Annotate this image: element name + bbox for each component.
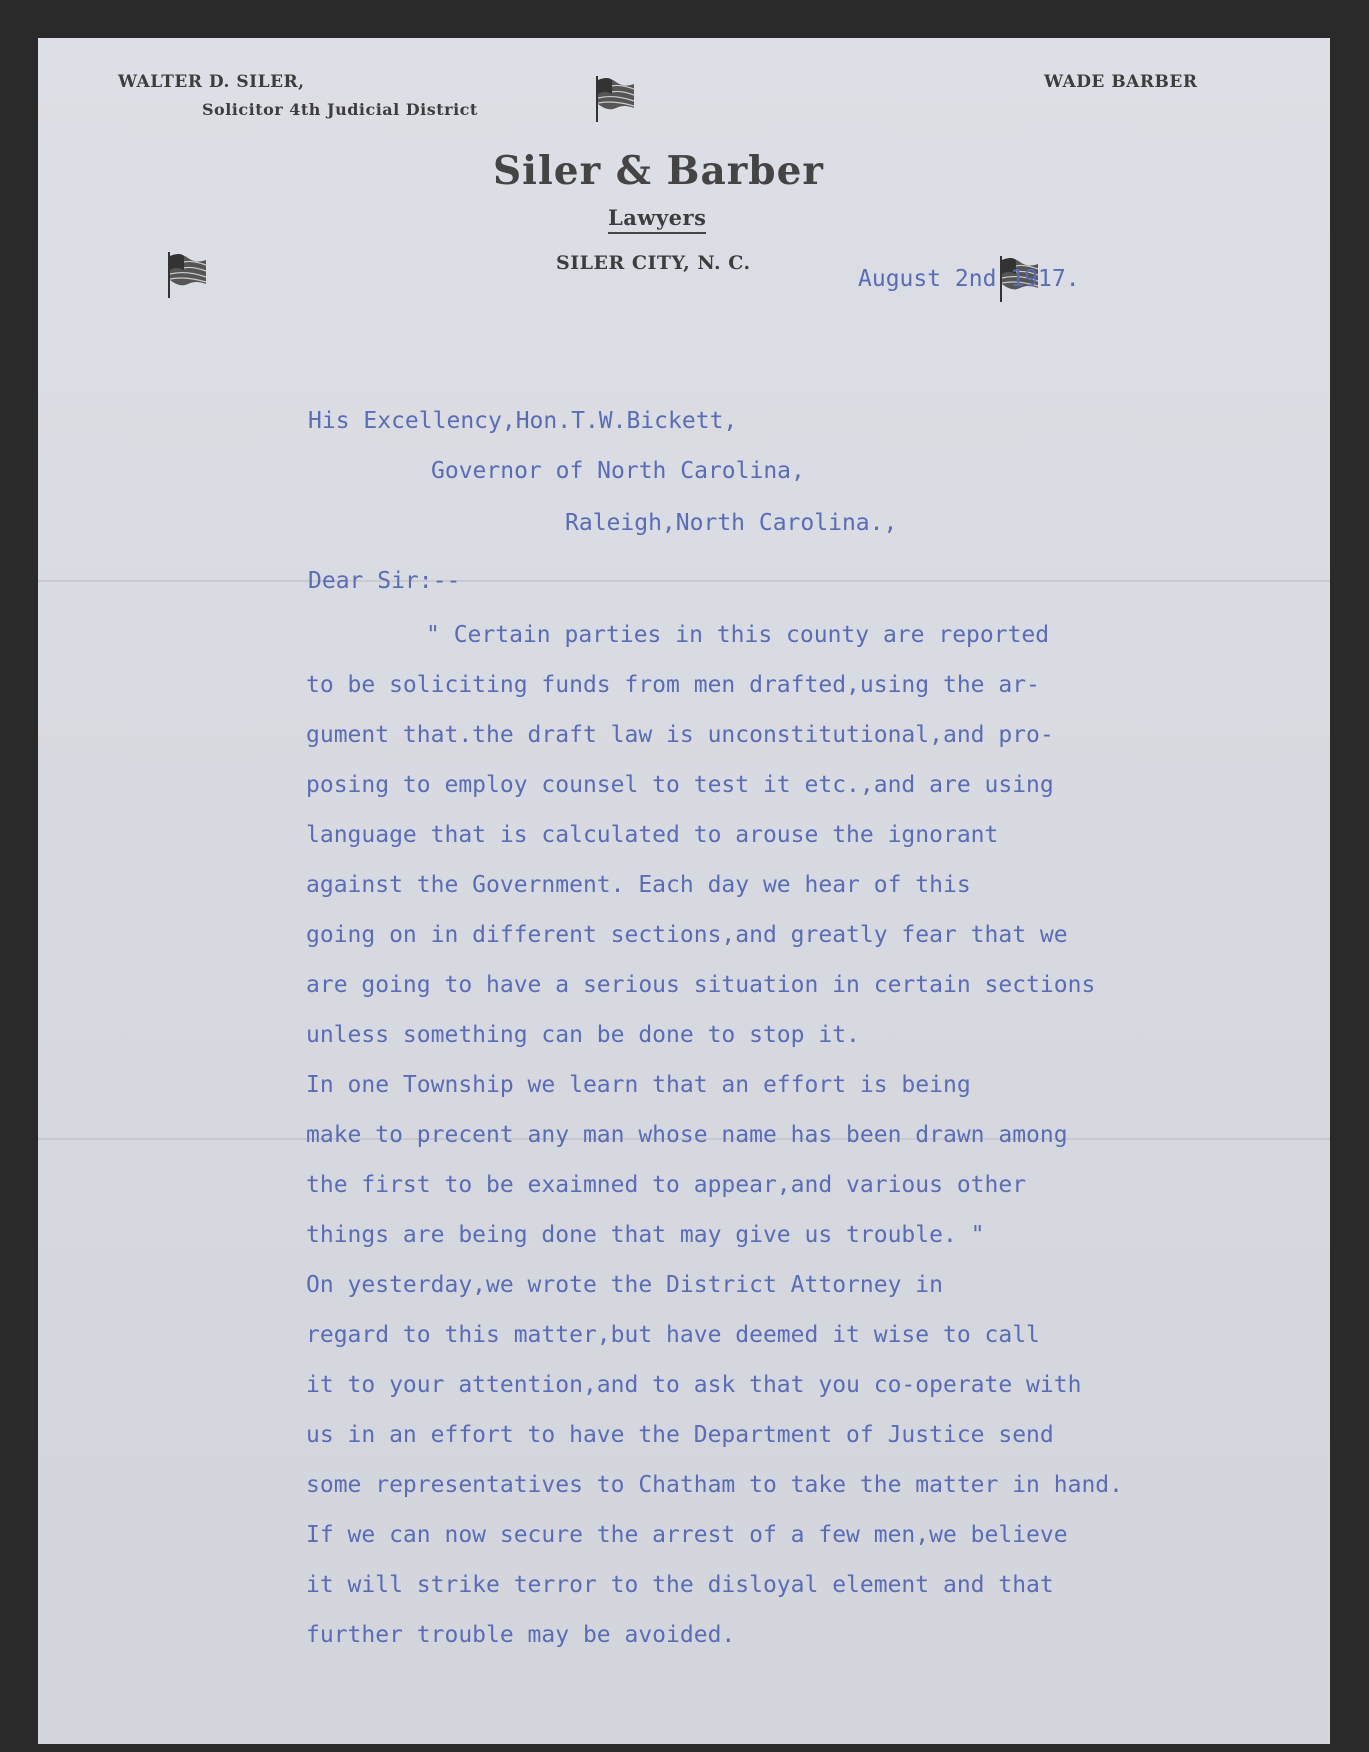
body-line: us in an effort to have the Department of Justice send xyxy=(306,1422,1054,1448)
body-line: it to your attention,and to ask that you co-operate with xyxy=(306,1372,1082,1398)
partner-name-left: WALTER D. SILER, xyxy=(118,72,305,92)
letter-date: August 2nd 1917. xyxy=(858,266,1080,292)
body-line: some representatives to Chatham to take the matter in hand. xyxy=(306,1472,1123,1498)
flag-icon xyxy=(594,74,638,124)
body-line: things are being done that may give us trouble. " xyxy=(306,1222,985,1248)
body-line: gument that.the draft law is unconstitutional,and pro- xyxy=(306,722,1054,748)
body-line: the first to be exaimned to appear,and various other xyxy=(306,1172,1027,1198)
address-line: His Excellency,Hon.T.W.Bickett, xyxy=(308,408,738,434)
address-line: Governor of North Carolina, xyxy=(431,458,805,484)
body-line: " Certain parties in this county are reported xyxy=(426,622,1050,648)
body-line: If we can now secure the arrest of a few men,we believe xyxy=(306,1522,1068,1548)
body-line: unless something can be done to stop it. xyxy=(306,1022,860,1048)
body-line: further trouble may be avoided. xyxy=(306,1622,736,1648)
body-line: to be soliciting funds from men drafted,using the ar- xyxy=(306,672,1040,698)
body-line: posing to employ counsel to test it etc.,and are using xyxy=(306,772,1054,798)
partner-title-left: Solicitor 4th Judicial District xyxy=(202,100,478,119)
flag-icon xyxy=(166,250,210,300)
body-line: going on in different sections,and greatly fear that we xyxy=(306,922,1068,948)
firm-city: SILER CITY, N. C. xyxy=(556,252,751,274)
body-line: it will strike terror to the disloyal element and that xyxy=(306,1572,1054,1598)
body-line: are going to have a serious situation in certain sections xyxy=(306,972,1096,998)
letter-sheet xyxy=(38,38,1330,1744)
fold-line xyxy=(38,580,1330,582)
body-line: On yesterday,we wrote the District Attorney in xyxy=(306,1272,943,1298)
salutation: Dear Sir:-- xyxy=(308,568,461,594)
body-line: make to precent any man whose name has been drawn among xyxy=(306,1122,1068,1148)
partner-name-right: WADE BARBER xyxy=(1044,72,1198,92)
firm-name: Siler & Barber xyxy=(493,148,824,194)
body-line: In one Township we learn that an effort is being xyxy=(306,1072,971,1098)
body-line: language that is calculated to arouse the ignorant xyxy=(306,822,999,848)
firm-subtitle: Lawyers xyxy=(608,205,706,234)
address-line: Raleigh,North Carolina., xyxy=(565,510,898,536)
body-line: against the Government. Each day we hear of this xyxy=(306,872,971,898)
body-line: regard to this matter,but have deemed it wise to call xyxy=(306,1322,1040,1348)
